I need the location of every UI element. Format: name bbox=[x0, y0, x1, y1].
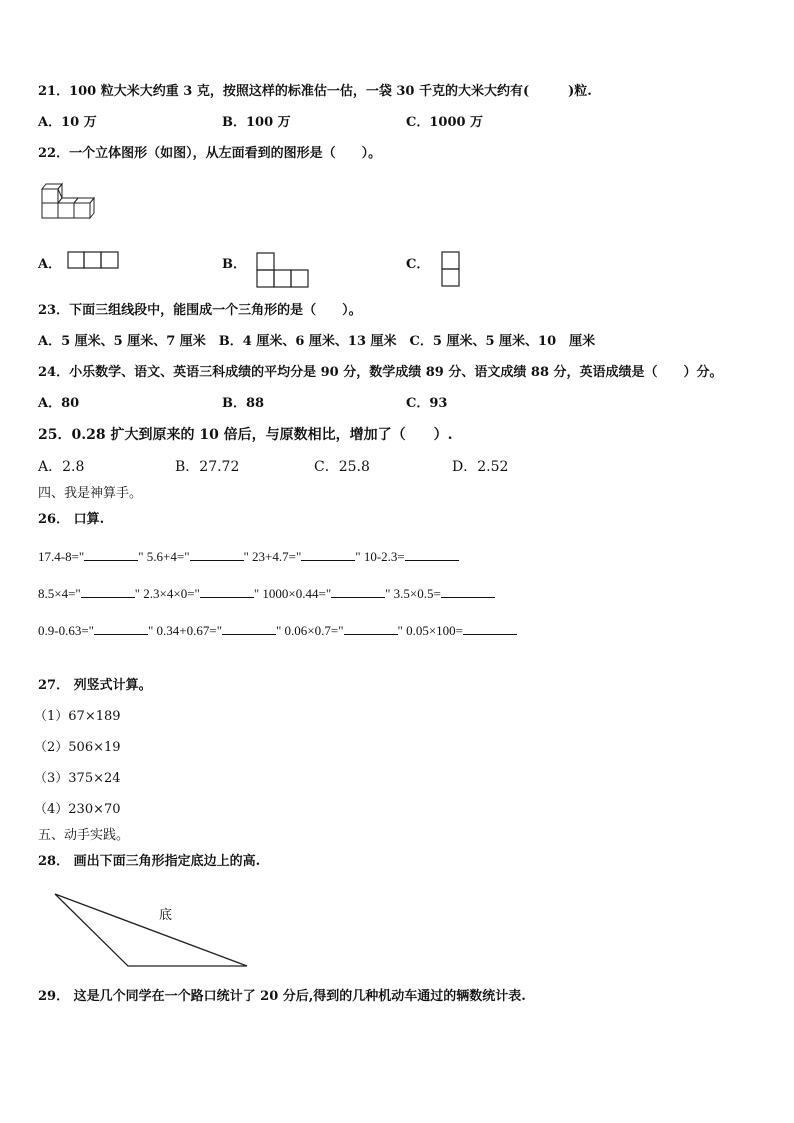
answer-blank[interactable] bbox=[84, 548, 138, 561]
q21-stem: 21．100 粒大米大约重 3 克，按照这样的标准估一估，一袋 30 千克的大米大约有( )粒. bbox=[38, 84, 592, 99]
q26-expr: " 5.6+4=" bbox=[138, 549, 190, 564]
q25-option-c[interactable]: C．25.8 bbox=[314, 459, 370, 475]
q22-option-c-figure bbox=[441, 251, 461, 288]
q29-stem: 29． 这是几个同学在一个路口统计了 20 分后,得到的几种机动车通过的辆数统计表. bbox=[38, 989, 526, 1004]
q26-expr: " 3.5×0.5= bbox=[385, 586, 441, 601]
answer-blank[interactable] bbox=[463, 622, 517, 635]
q22-option-b[interactable]: B． bbox=[222, 257, 246, 272]
q27-stem: 27． 列竖式计算。 bbox=[38, 678, 152, 693]
q26-expr: " 0.06×0.7=" bbox=[276, 623, 344, 638]
q26-row-2 bbox=[38, 585, 495, 602]
q26-expr: 17.4-8=" bbox=[38, 549, 85, 564]
q28-base-label: 底 bbox=[159, 908, 173, 923]
answer-blank[interactable] bbox=[344, 622, 398, 635]
q26-expr: 8.5×4=" bbox=[38, 586, 81, 601]
q26-row-3 bbox=[38, 622, 517, 639]
section-5-title: 五、动手实践。 bbox=[38, 828, 130, 843]
q24-option-c[interactable]: C．93 bbox=[406, 396, 448, 411]
q26-expr: " 23+4.7=" bbox=[243, 549, 302, 564]
q26-stem: 26． 口算. bbox=[38, 512, 105, 527]
section-4-title: 四、我是神算手。 bbox=[38, 486, 143, 501]
q22-solid-figure bbox=[40, 181, 102, 221]
answer-blank[interactable] bbox=[200, 585, 254, 598]
q26-expr: " 1000×0.44=" bbox=[253, 586, 332, 601]
q26-expr: 0.9-0.63=" bbox=[38, 623, 94, 638]
q28-stem: 28． 画出下面三角形指定底边上的高. bbox=[38, 854, 261, 869]
q26-expr: " 10-2.3= bbox=[355, 549, 405, 564]
q22-option-c[interactable]: C． bbox=[406, 257, 430, 272]
q27-item-2: （2）506×19 bbox=[34, 740, 121, 755]
q24-stem: 24．小乐数学、语文、英语三科成绩的平均分是 90 分，数学成绩 89 分、语文成绩 88 分，英语成绩是（ ）分。 bbox=[38, 365, 723, 380]
q26-expr: " 2.3×4×0=" bbox=[134, 586, 200, 601]
answer-blank[interactable] bbox=[301, 548, 355, 561]
q27-item-1: （1）67×189 bbox=[34, 709, 121, 724]
q24-option-b[interactable]: B．88 bbox=[222, 396, 265, 411]
q25-option-d[interactable]: D．2.52 bbox=[452, 459, 509, 475]
q28-triangle bbox=[50, 890, 252, 970]
q27-item-3: （3）375×24 bbox=[34, 771, 121, 786]
answer-blank[interactable] bbox=[222, 622, 276, 635]
q25-option-a[interactable]: A．2.8 bbox=[38, 459, 85, 475]
q22-option-b-figure bbox=[256, 252, 311, 288]
q26-expr: " 0.05×100= bbox=[397, 623, 464, 638]
answer-blank[interactable] bbox=[441, 585, 495, 598]
answer-blank[interactable] bbox=[405, 548, 459, 561]
q22-stem: 22．一个立体图形（如图），从左面看到的图形是（ ）。 bbox=[38, 146, 382, 161]
answer-blank[interactable] bbox=[81, 585, 135, 598]
q22-option-a[interactable]: A． bbox=[38, 257, 62, 272]
answer-blank[interactable] bbox=[190, 548, 244, 561]
answer-blank[interactable] bbox=[331, 585, 385, 598]
q26-row-1 bbox=[38, 548, 459, 565]
q24-option-a[interactable]: A．80 bbox=[38, 396, 80, 411]
q25-option-b[interactable]: B．27.72 bbox=[175, 459, 240, 475]
q21-option-b[interactable]: B．100 万 bbox=[222, 115, 291, 130]
q21-option-c[interactable]: C．1000 万 bbox=[406, 115, 484, 130]
q21-option-a[interactable]: A．10 万 bbox=[38, 115, 97, 130]
q27-item-4: （4）230×70 bbox=[34, 802, 121, 817]
q23-options[interactable]: A．5 厘米、5 厘米、7 厘米 B．4 厘米、6 厘米、13 厘米 C．5 厘米、5 厘米、10 厘米 bbox=[38, 334, 596, 349]
q23-stem: 23．下面三组线段中，能围成一个三角形的是（ ）。 bbox=[38, 303, 362, 318]
q25-stem: 25．0.28 扩大到原来的 10 倍后，与原数相比，增加了（ ）. bbox=[38, 427, 453, 443]
q26-expr: " 0.34+0.67=" bbox=[147, 623, 222, 638]
answer-blank[interactable] bbox=[94, 622, 148, 635]
q22-option-a-figure bbox=[67, 251, 119, 269]
